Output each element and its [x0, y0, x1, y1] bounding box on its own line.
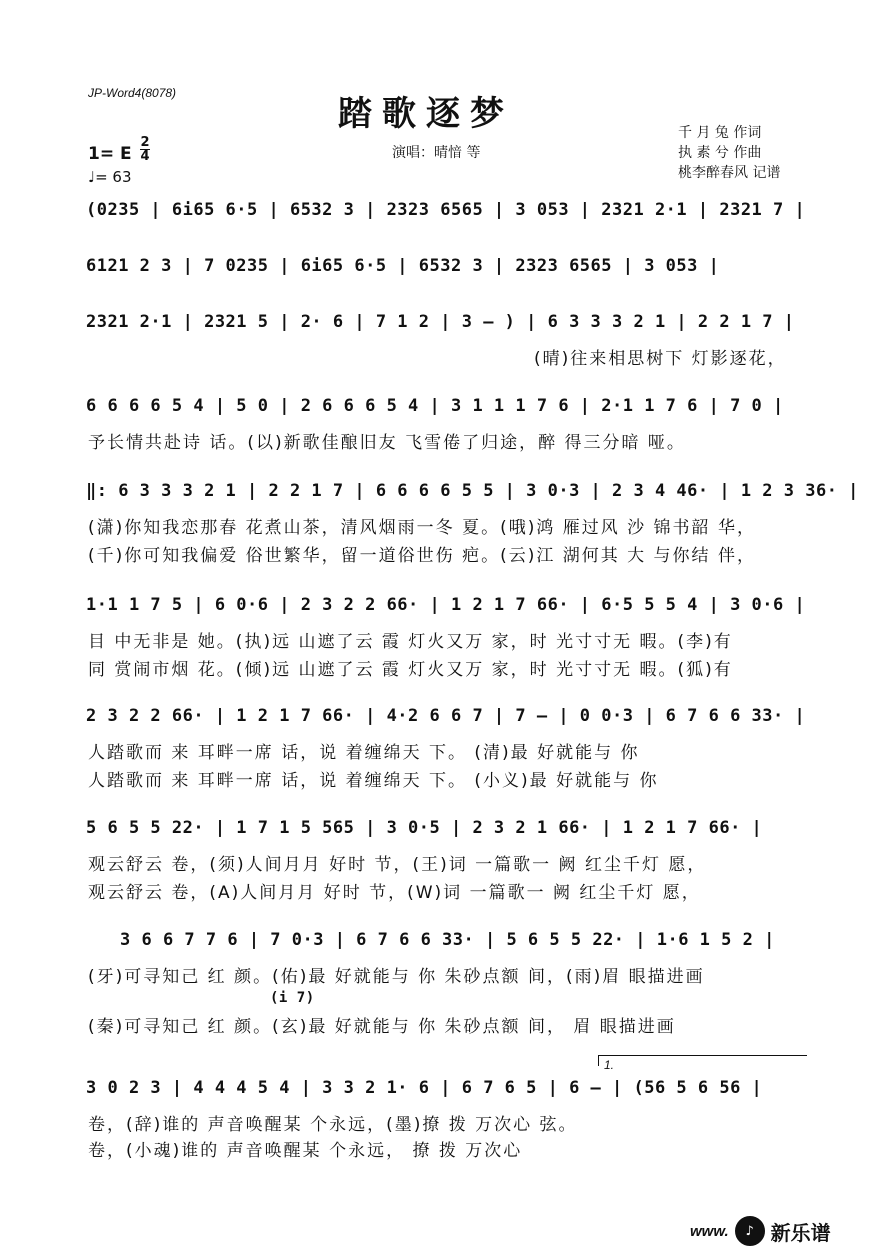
volta-label: 1.	[604, 1058, 615, 1072]
lyric-line-6-2: 同 赏闹市烟 花。(倾)远 山遮了云 霞 灯火又万 家，时 光寸寸无 暇。(狐)有	[88, 660, 733, 680]
lyricist-credit: 千 月 兔 作词	[678, 125, 762, 141]
ornament-notes: (i 7)	[270, 990, 315, 1006]
lyric-line-8-2: 观云舒云 卷，(A)人间月月 好时 节，(W)词 一篇歌一 阙 红尘千灯 愿，	[88, 883, 701, 903]
lyric-line-3-1: (晴)往来相思树下 灯影逐花，	[534, 349, 787, 369]
lyric-line-8-1: 观云舒云 卷，(须)人间月月 好时 节，(王)词 一篇歌一 阙 红尘千灯 愿，	[88, 855, 707, 875]
lyric-line-7-2: 人踏歌而 来 耳畔一席 话，说 着缠绵天 下。 (小义)最 好就能与 你	[88, 771, 659, 791]
lyric-line-6-1: 目 中无非是 她。(执)远 山遮了云 霞 灯火又万 家，时 光寸寸无 暇。(李)有	[88, 632, 733, 652]
music-disc-icon: ♪	[735, 1216, 765, 1246]
time-signature	[140, 136, 150, 163]
volta-bracket	[598, 1055, 807, 1066]
score-system-3: 2321 2·1 | 2321 5 | 2· 6 | 7 1 2 | 3 – ) | 6 3 3 3 2 1 | 2 2 1 7 |	[86, 312, 795, 332]
score-system-1: (0235 | 6i65 6·5 | 6532 3 | 2323 6565 | 3 053 | 2321 2·1 | 2321 7 |	[86, 200, 806, 220]
lyric-line-9-2: (秦)可寻知己 红 颜。(玄)最 好就能与 你 朱砂点额 间， 眉 眼描进画	[88, 1017, 676, 1037]
composer-credit: 执 素 兮 作曲	[678, 145, 762, 161]
score-system-7: 2 3 2 2 66· | 1 2 1 7 66· | 4·2 6 6 7 | 7 – | 0 0·3 | 6 7 6 6 33· |	[86, 706, 806, 726]
site-logo	[690, 1216, 831, 1246]
transcriber-credit: 桃李醉春风 记谱	[678, 165, 781, 181]
site-url: www.	[690, 1222, 729, 1240]
singer-credit: 演唱：晴愔 等	[392, 145, 481, 161]
software-label: JP-Word4(8078)	[88, 86, 177, 100]
key-signature: 1= E	[88, 144, 132, 164]
lyric-line-10-1: 卷，(辞)谁的 声音唤醒某 个永远，(墨)撩 拨 万次心 弦。	[88, 1115, 578, 1135]
score-system-6: 1·1 1 7 5 | 6 0·6 | 2 3 2 2 66· | 1 2 1 7 66· | 6·5 5 5 4 | 3 0·6 |	[86, 595, 806, 615]
time-sig-top: 2	[140, 135, 150, 150]
score-system-4: 6 6 6 6 5 4 | 5 0 | 2 6 6 6 5 4 | 3 1 1 1 7 6 | 2·1 1 7 6 | 7 0 |	[86, 396, 784, 416]
score-system-2: 6121 2 3 | 7 0235 | 6i65 6·5 | 6532 3 | 2323 6565 | 3 053 |	[86, 256, 720, 276]
lyric-line-7-1: 人踏歌而 来 耳畔一席 话，说 着缠绵天 下。 (清)最 好就能与 你	[88, 743, 640, 763]
score-system-9: 3 6 6 7 7 6 | 7 0·3 | 6 7 6 6 33· | 5 6 5 5 22· | 1·6 1 5 2 |	[120, 930, 775, 950]
score-system-10: 3 0 2 3 | 4 4 4 5 4 | 3 3 2 1· 6 | 6 7 6 5 | 6 – | (56 5 6 56 |	[86, 1078, 763, 1098]
page-title: 踏歌逐梦	[338, 94, 514, 134]
score-system-8: 5 6 5 5 22· | 1 7 1 5 565 | 3 0·5 | 2 3 2 1 66· | 1 2 1 7 66· |	[86, 818, 763, 838]
lyric-line-9-1: (牙)可寻知己 红 颜。(佑)最 好就能与 你 朱砂点额 间，(雨)眉 眼描进画	[88, 967, 705, 987]
lyric-line-10-2: 卷，(小魂)谁的 声音唤醒某 个永远， 撩 拨 万次心	[88, 1141, 523, 1161]
lyric-line-4-1: 予长情共赴诗 话。(以)新歌佳酿旧友 飞雪倦了归途，醉 得三分暗 哑。	[88, 433, 686, 453]
time-sig-bottom: 4	[140, 149, 150, 164]
lyric-line-5-2: (千)你可知我偏爱 俗世繁华，留一道俗世伤 疤。(云)江 湖何其 大 与你结 伴，	[88, 546, 756, 566]
score-system-5: ‖: 6 3 3 3 2 1 | 2 2 1 7 | 6 6 6 6 5 5 | 3 0·3 | 2 3 4 46· | 1 2 3 36· |	[86, 481, 859, 501]
tempo-marking: ♩= 63	[88, 168, 132, 186]
site-name: 新乐谱	[770, 1220, 831, 1245]
lyric-line-5-1: (潇)你知我恋那春 花煮山茶，清风烟雨一冬 夏。(哦)鸿 雁过风 沙 锦书韶 华，	[88, 518, 756, 538]
